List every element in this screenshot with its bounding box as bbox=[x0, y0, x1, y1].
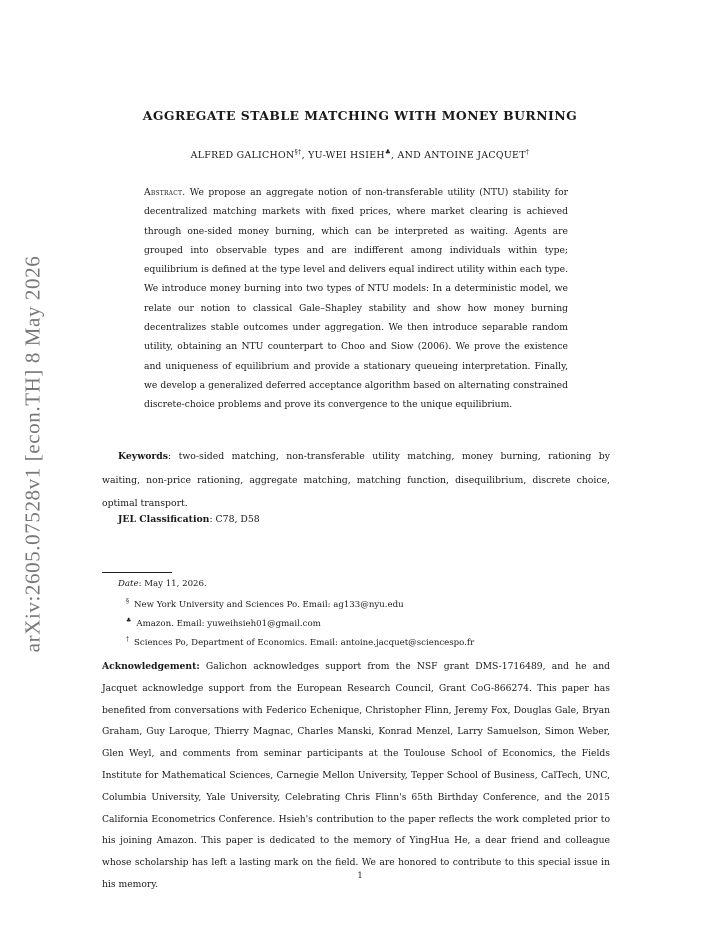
footnote-date bbox=[118, 579, 207, 589]
acknowledgement-label: Acknowledgement: bbox=[102, 661, 200, 672]
page-number: 1 bbox=[357, 870, 363, 880]
footnote-galichon-text: New York University and Sciences Po. Email: ag133@nyu.edu bbox=[134, 599, 404, 610]
footnote-jacquet-text: Sciences Po, Department of Economics. Email: antoine.jacquet@sciencespo.fr bbox=[134, 637, 475, 648]
footnote-mark-dagger: † bbox=[126, 636, 129, 643]
author-separator-1: , YU-WEI HSIEH bbox=[301, 150, 385, 162]
keywords bbox=[102, 445, 610, 516]
author-galichon: ALFRED GALICHON bbox=[190, 150, 295, 162]
jel-label: JEL Classification bbox=[118, 514, 210, 525]
footnote-rule bbox=[102, 572, 172, 573]
footnote-mark-section: § bbox=[126, 598, 129, 605]
jel-text: : C78, D58 bbox=[209, 514, 260, 525]
footnote-hsieh bbox=[126, 617, 321, 629]
footnote-hsieh-text: Amazon. Email: yuweihsieh01@gmail.com bbox=[136, 618, 321, 629]
footnote-mark-club: ♣ bbox=[126, 617, 132, 624]
acknowledgement bbox=[102, 656, 610, 896]
author-hsieh-mark: ♣ bbox=[384, 148, 391, 156]
footnote-jacquet bbox=[126, 636, 474, 648]
jel-classification bbox=[118, 514, 260, 525]
arxiv-identifier: arXiv:2605.07528v1 [econ.TH] 8 May 2026 bbox=[20, 255, 45, 653]
keywords-text: : two-sided matching, non-transferable utility matching, money burning, rationing by waiting, non-price rationing, aggregate matching, matching function, disequilibrium, discrete choice, optimal transport. bbox=[102, 451, 610, 509]
abstract-text: We propose an aggregate notion of non-transferable utility (NTU) stability for decentralized matching markets with fixed prices, where market clearing is achieved through one-sided money burning, which can be interpreted as waiting. Agents are grouped into observable types and are indifferent among individuals within type; equilibrium is defined at the type level and delivers equal indirect utility within each type. We introduce money burning into two types of NTU models: In a deterministic model, we relate our notion to classical Gale–Shapley stability and show how money burning decentralizes stable outcomes under aggregation. We then introduce separable random utility, obtaining an NTU counterpart to Choo and Siow (2006). We prove the existence and uniqueness of equilibrium and provide a stationary queueing interpretation. Finally, we develop a generalized deferred acceptance algorithm based on alternating constrained discrete-choice problems and prove its convergence to the unique equilibrium. bbox=[144, 187, 568, 411]
abstract bbox=[144, 183, 568, 415]
acknowledgement-text: Galichon acknowledges support from the NSF grant DMS-1716489, and he and Jacquet acknowledge support from the European Research Council, Grant CoG-866274. This paper has benefited from conversations with Federico Echenique, Christopher Flinn, Jeremy Fox, Douglas Gale, Bryan Graham, Guy Laroque, Thierry Magnac, Charles Manski, Konrad Menzel, Larry Samuelson, Simon Weber, Glen Weyl, and comments from seminar participants at the Toulouse School of Economics, the Fields Institute for Mathematical Sciences, Carnegie Mellon University, Tepper School of Business, CalTech, UNC, Columbia University, Yale University, Celebrating Chris Flinn's 65th Birthday Conference, and the 2015 California Econometrics Conference. Hsieh's contribution to the paper reflects the work completed prior to his joining Amazon. This paper is dedicated to the memory of YingHua He, a dear friend and colleague whose scholarship has left a lasting mark on the field. We are honored to contribute to this special issue in his memory. bbox=[102, 661, 610, 890]
date-text: : May 11, 2026. bbox=[138, 579, 207, 589]
paper-title: AGGREGATE STABLE MATCHING WITH MONEY BURNING bbox=[142, 108, 578, 123]
abstract-label: Abstract. bbox=[144, 187, 186, 198]
footnote-galichon bbox=[126, 598, 404, 610]
author-jacquet-mark: † bbox=[525, 148, 530, 156]
author-galichon-marks: §† bbox=[294, 148, 302, 156]
author-line bbox=[0, 148, 720, 161]
keywords-label: Keywords bbox=[118, 451, 169, 462]
date-label: Date bbox=[118, 579, 139, 589]
author-separator-2: , AND ANTOINE JACQUET bbox=[390, 150, 526, 162]
